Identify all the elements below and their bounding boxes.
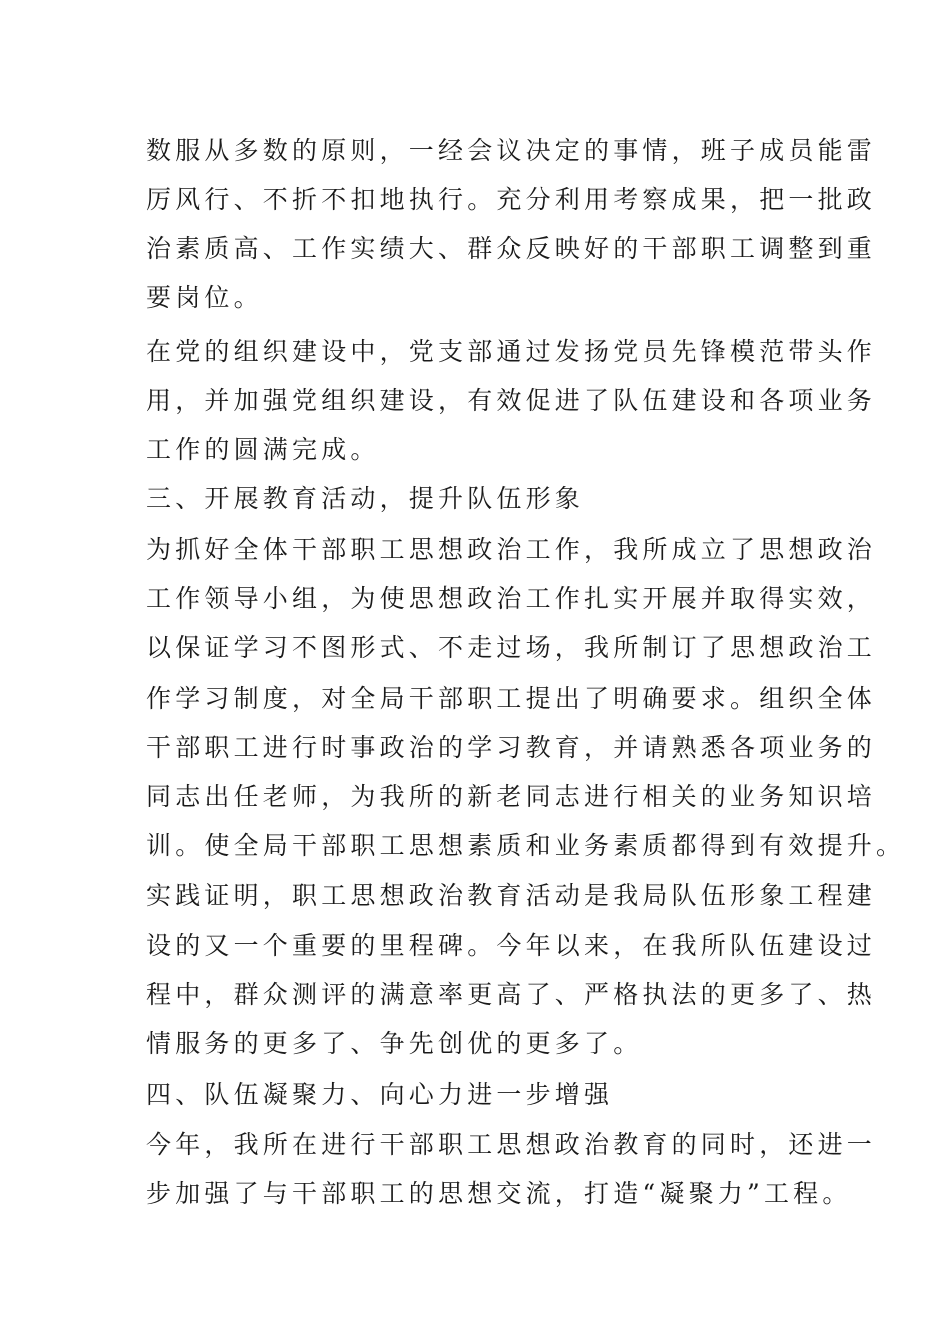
- paragraph-line: 厉风行、不折不扣地执行。充分利用考察成果，把一批政: [146, 185, 877, 214]
- paragraph-line: 步加强了与干部职工的思想交流，打造“凝聚力”工程。: [146, 1179, 852, 1208]
- paragraph-line: 实践证明，职工思想政治教育活动是我局队伍形象工程建: [146, 881, 877, 910]
- paragraph-line: 在党的组织建设中，党支部通过发扬党员先锋模范带头作: [146, 337, 877, 366]
- paragraph-line: 作学习制度，对全局干部职工提出了明确要求。组织全体: [146, 684, 877, 713]
- paragraph-line: 工作的圆满完成。: [146, 435, 380, 464]
- paragraph-line: 今年，我所在进行干部职工思想政治教育的同时，还进一: [146, 1130, 877, 1159]
- paragraph-line: 干部职工进行时事政治的学习教育，并请熟悉各项业务的: [146, 733, 877, 762]
- paragraph-line: 用，并加强党组织建设，有效促进了队伍建设和各项业务: [146, 386, 877, 415]
- paragraph-line: 要岗位。: [146, 283, 263, 312]
- paragraph-line: 治素质高、工作实绩大、群众反映好的干部职工调整到重: [146, 234, 877, 263]
- paragraph-line: 情服务的更多了、争先创优的更多了。: [146, 1029, 643, 1058]
- paragraph-line: 训。使全局干部职工思想素质和业务素质都得到有效提升。: [146, 831, 906, 860]
- paragraph-line: 为抓好全体干部职工思想政治工作，我所成立了思想政治: [146, 535, 877, 564]
- paragraph-line: 程中，群众测评的满意率更高了、严格执法的更多了、热: [146, 980, 877, 1009]
- paragraph-line: 数服从多数的原则，一经会议决定的事情，班子成员能雷: [146, 136, 877, 165]
- paragraph-line: 同志出任老师，为我所的新老同志进行相关的业务知识培: [146, 782, 877, 811]
- paragraph-line: 设的又一个重要的里程碑。今年以来，在我所队伍建设过: [146, 931, 877, 960]
- section-heading: 四、队伍凝聚力、向心力进一步增强: [146, 1080, 614, 1109]
- paragraph-line: 以保证学习不图形式、不走过场，我所制订了思想政治工: [146, 633, 877, 662]
- section-heading: 三、开展教育活动，提升队伍形象: [146, 484, 585, 513]
- paragraph-line: 工作领导小组，为使思想政治工作扎实开展并取得实效，: [146, 584, 877, 613]
